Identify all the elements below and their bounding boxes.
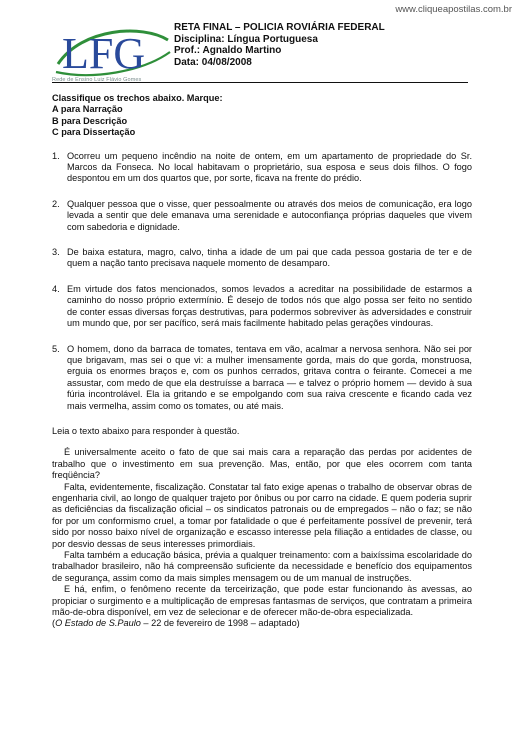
excerpt-item [52, 151, 472, 185]
instructions-line-1: Classifique os trechos abaixo. Marque: [52, 93, 223, 103]
text-paragraph: É universalmente aceito o fato de que sai mais cara a reparação das perdas por acidentes de trabalho que o investimento em sua prevenção. Mas, então, por que eles ocorrem com tanta freqüência? [52, 447, 472, 481]
header-title: RETA FINAL – POLICIA ROVIÁRIA FEDERAL [174, 22, 385, 33]
excerpt-item [52, 284, 472, 330]
excerpt-number: 2. [52, 198, 60, 209]
excerpt-text: O homem, dono da barraca de tomates, tentava em vão, acalmar a nervosa senhora. Não sei por que brigavam, mas sei o que vi: a mulher imensamente gorda, mais do que gorda, monstruosa, erguia os enormes braços e, com os punhos cerrados, gritava contra o feirante. Comecei a me assustar, com medo de que ela destruísse a barraca — e talvez o próprio homem — devido à sua fúria incontrolável. Ela ia gritando e se empolgando com sua raiva crescente e ficando cada vez mais vermelha, assim como os tomates, ou até mais. [67, 343, 472, 411]
logo-letters: LFG [62, 29, 146, 78]
document-body [52, 93, 472, 630]
instructions-line-2: A para Narração [52, 104, 123, 115]
excerpt-number: 4. [52, 283, 60, 294]
excerpt-text: Qualquer pessoa que o visse, quer pessoalmente ou através dos meios de comunicação, era logo levada a sentir que dele emanava uma serenidade e autoconfiança próprias daqueles que vivem com sabedoria e dignidade. [67, 198, 472, 232]
site-url[interactable]: www.cliqueapostilas.com.br [395, 4, 512, 15]
text-paragraph: Falta também a educação básica, prévia a qualquer treinamento: com a baixíssima escolaridade do trabalhador brasileiro, não há compreensão suficiente da necessidade e benefício dos equipamentos de segurança, assim como da mais simples mensagem ou de um manual de instruções. [52, 550, 472, 583]
logo-subtitle: Rede de Ensino Luiz Flávio Gomes [52, 77, 142, 83]
excerpt-text: Ocorreu um pequeno incêndio na noite de ontem, em um apartamento de propriedade do Sr. Marcos da Fonseca. No local habitavam o proprietário, sua esposa e seus dois filhos. O fogo despontou em um dos quartos que, por sorte, ficava na frente do prédio. [67, 150, 472, 184]
excerpt-text: De baixa estatura, magro, calvo, tinha a idade de um pai que cada pessoa gostaria de ter e de quem a nação tanto precisava naquele momento de desamparo. [67, 247, 472, 269]
header-prof: Prof.: Agnaldo Martino [174, 45, 282, 56]
reading-instruction: Leia o texto abaixo para responder à questão. [52, 425, 240, 436]
header-divider [52, 82, 468, 83]
excerpt-item [52, 247, 472, 270]
text-paragraph: Falta, evidentemente, fiscalização. Constatar tal fato exige apenas o trabalho de observar obras de engenharia civil, ao longo de qualquer trajeto por ônibus ou por carro na cidade. E quem poderia suprir as deficiências da fiscalização oficial – os sindicatos patronais ou de empregados – não o faz; se não for por um conformismo cruel, a tomar por fatalidade o que é perfeitamente possível de prevenir, terá sido por nosso baixo nível de organização e escasso interesse pela filiação a entidades de classe, ou por desvio dessas de seus interesses primordiais. [52, 481, 472, 549]
excerpt-number: 5. [52, 343, 60, 354]
excerpt-list [52, 151, 472, 412]
excerpt-number: 1. [52, 150, 60, 161]
excerpt-item [52, 344, 472, 412]
text-source [52, 618, 472, 629]
excerpt-item [52, 199, 472, 233]
source-title: O Estado de S.Paulo [55, 618, 141, 629]
lfg-logo [52, 22, 172, 86]
document-header [52, 22, 472, 86]
excerpt-number: 3. [52, 247, 60, 258]
header-info [174, 22, 385, 68]
instructions-line-3: B para Descrição [52, 115, 128, 126]
lfg-logo-graphic [52, 22, 172, 78]
header-date: Data: 04/08/2008 [174, 56, 252, 68]
instructions-line-4: C para Dissertação [52, 127, 136, 138]
source-rest: – 22 de fevereiro de 1998 – adaptado) [140, 618, 300, 629]
instructions [52, 93, 472, 139]
excerpt-text: Em virtude dos fatos mencionados, somos levados a acreditar na possibilidade de estarmos a caminho do nosso próprio extermínio. É desejo de todos nós que algo possa ser feito no sentido de conter essas diversas forças destrutivas, para podermos sobreviver às adversidades e construir um mundo que, por ser pacífico, será mais facilmente habitado pelas gerações vindouras. [67, 283, 472, 329]
source-open: ( [52, 618, 56, 629]
text-paragraph: E há, enfim, o fenômeno recente da terceirização, que pode estar funcionando às avessas, ao propiciar o surgimento e a multiplicação de empresas fantasmas de serviços, que contratam a primeira mão-de-obra disponível, em vez de selecionar e de oferecer mão-de-obra especializada. [52, 584, 472, 618]
header-disciplina: Disciplina: Língua Portuguesa [174, 33, 318, 45]
